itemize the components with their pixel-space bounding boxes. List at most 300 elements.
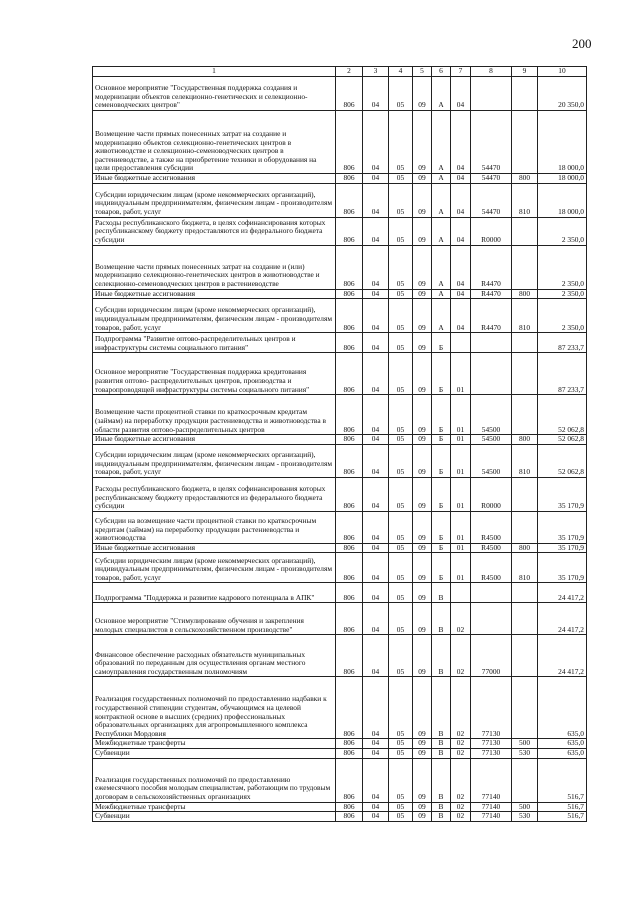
subsection-cell: 05 [389, 748, 413, 758]
section-cell: 04 [363, 217, 389, 245]
table-row [93, 299, 587, 333]
subsection-cell: 05 [389, 635, 413, 677]
subprogram-cell: В [432, 739, 451, 749]
amount-cell: 2 350,0 [538, 217, 587, 245]
section-cell: 04 [363, 245, 389, 289]
direction-cell [471, 583, 512, 603]
section-cell: 04 [363, 553, 389, 583]
program-cell: 09 [413, 583, 432, 603]
item-name-cell: Возмещение части прямых понесенных затрат на создание и модернизацию объектов селекционно-генетических центров в животноводстве и селекционно-семеноводческих центров в растениеводстве, а также на приобретение техники и оборудования на цели предоставления субсидии [93, 111, 336, 174]
expense-type-cell: 800 [512, 289, 538, 299]
item-name-cell: Основное мероприятие "Государственная поддержка кредитования развития оптово- распределительных центров, производства и товаропроводящей инфраструктуры системы социального питания" [93, 353, 336, 395]
amount-cell: 18 000,0 [538, 174, 587, 184]
subprogram-cell: А [432, 111, 451, 174]
amount-cell: 35 170,9 [538, 477, 587, 511]
program-cell: 09 [413, 748, 432, 758]
amount-cell: 635,0 [538, 739, 587, 749]
subprogram-cell: Б [432, 444, 451, 477]
admin-code-cell: 806 [336, 758, 363, 802]
subprogram-cell: А [432, 77, 451, 111]
program-cell: 09 [413, 802, 432, 812]
direction-cell: 77000 [471, 635, 512, 677]
measure-cell: 01 [451, 511, 471, 543]
subprogram-cell: А [432, 183, 451, 217]
amount-cell: 35 170,9 [538, 511, 587, 543]
program-cell: 09 [413, 333, 432, 353]
expense-type-cell [512, 511, 538, 543]
measure-cell: 04 [451, 245, 471, 289]
measure-cell: 04 [451, 174, 471, 184]
subprogram-cell: В [432, 583, 451, 603]
table-row [93, 217, 587, 245]
amount-cell: 516,7 [538, 812, 587, 822]
header-cell-2: 2 [336, 67, 363, 77]
program-cell: 09 [413, 111, 432, 174]
section-cell: 04 [363, 435, 389, 445]
subprogram-cell: А [432, 174, 451, 184]
program-cell: 09 [413, 603, 432, 635]
subsection-cell: 05 [389, 183, 413, 217]
program-cell: 09 [413, 812, 432, 822]
subprogram-cell: В [432, 677, 451, 739]
direction-cell: R0000 [471, 477, 512, 511]
amount-cell: 52 062,8 [538, 395, 587, 435]
program-cell: 09 [413, 435, 432, 445]
subprogram-cell: В [432, 748, 451, 758]
measure-cell: 02 [451, 812, 471, 822]
page-number: 200 [572, 36, 592, 51]
measure-cell: 02 [451, 677, 471, 739]
section-cell: 04 [363, 477, 389, 511]
expense-type-cell: 800 [512, 174, 538, 184]
expense-type-cell: 500 [512, 739, 538, 749]
item-name-cell: Подпрограмма "Поддержка и развитие кадрового потенциала в АПК" [93, 583, 336, 603]
subprogram-cell: Б [432, 553, 451, 583]
amount-cell: 2 350,0 [538, 299, 587, 333]
subsection-cell: 05 [389, 299, 413, 333]
section-cell: 04 [363, 183, 389, 217]
subprogram-cell: Б [432, 395, 451, 435]
program-cell: 09 [413, 217, 432, 245]
expense-type-cell: 530 [512, 812, 538, 822]
subsection-cell: 05 [389, 583, 413, 603]
section-cell: 04 [363, 511, 389, 543]
item-name-cell: Расходы республиканского бюджета, в целях софинансирования которых республиканскому бюджету предоставляются из федерального бюджета субсидии [93, 477, 336, 511]
table-row [93, 183, 587, 217]
item-name-cell: Реализация государственных полномочий по предоставлению надбавки к государственной стипендии студентам, обучающимся на целевой контрактной основе в высших (средних) профессиональных образовательных организациях для агропромышленного комплекса Республики Мордовия [93, 677, 336, 739]
item-name-cell: Субсидии юридическим лицам (кроме некоммерческих организаций), индивидуальным предпринимателям, физическим лицам - производителям товаров, работ, услуг [93, 299, 336, 333]
item-name-cell: Межбюджетные трансферты [93, 739, 336, 749]
direction-cell: 54470 [471, 183, 512, 217]
admin-code-cell: 806 [336, 77, 363, 111]
section-cell: 04 [363, 758, 389, 802]
admin-code-cell: 806 [336, 353, 363, 395]
direction-cell: R4500 [471, 543, 512, 553]
table-row [93, 245, 587, 289]
item-name-cell: Субвенции [93, 812, 336, 822]
admin-code-cell: 806 [336, 553, 363, 583]
amount-cell: 87 233,7 [538, 353, 587, 395]
item-name-cell: Иные бюджетные ассигнования [93, 289, 336, 299]
subprogram-cell: Б [432, 477, 451, 511]
table-row [93, 435, 587, 445]
measure-cell: 01 [451, 435, 471, 445]
measure-cell: 02 [451, 802, 471, 812]
subprogram-cell: А [432, 217, 451, 245]
subsection-cell: 05 [389, 333, 413, 353]
program-cell: 09 [413, 511, 432, 543]
amount-cell: 635,0 [538, 748, 587, 758]
subsection-cell: 05 [389, 111, 413, 174]
subsection-cell: 05 [389, 245, 413, 289]
direction-cell: 77140 [471, 758, 512, 802]
admin-code-cell: 806 [336, 333, 363, 353]
item-name-cell: Субсидии юридическим лицам (кроме некоммерческих организаций), индивидуальным предпринимателям, физическим лицам - производителям товаров, работ, услуг [93, 553, 336, 583]
amount-cell: 35 170,9 [538, 543, 587, 553]
subsection-cell: 05 [389, 435, 413, 445]
measure-cell: 04 [451, 299, 471, 333]
section-cell: 04 [363, 77, 389, 111]
table-row [93, 553, 587, 583]
program-cell: 09 [413, 444, 432, 477]
amount-cell: 24 417,2 [538, 583, 587, 603]
measure-cell: 01 [451, 353, 471, 395]
subsection-cell: 05 [389, 174, 413, 184]
admin-code-cell: 806 [336, 812, 363, 822]
amount-cell: 18 000,0 [538, 183, 587, 217]
subprogram-cell: Б [432, 333, 451, 353]
subsection-cell: 05 [389, 289, 413, 299]
program-cell: 09 [413, 477, 432, 511]
admin-code-cell: 806 [336, 802, 363, 812]
amount-cell: 2 350,0 [538, 289, 587, 299]
program-cell: 09 [413, 543, 432, 553]
item-name-cell: Иные бюджетные ассигнования [93, 174, 336, 184]
measure-cell: 01 [451, 444, 471, 477]
admin-code-cell: 806 [336, 111, 363, 174]
section-cell: 04 [363, 677, 389, 739]
subsection-cell: 05 [389, 395, 413, 435]
subprogram-cell: В [432, 812, 451, 822]
direction-cell: 54470 [471, 174, 512, 184]
admin-code-cell: 806 [336, 603, 363, 635]
expense-type-cell [512, 353, 538, 395]
amount-cell: 35 170,9 [538, 553, 587, 583]
direction-cell [471, 353, 512, 395]
subprogram-cell: В [432, 758, 451, 802]
subprogram-cell: А [432, 289, 451, 299]
admin-code-cell: 806 [336, 395, 363, 435]
expense-type-cell: 500 [512, 802, 538, 812]
subsection-cell: 05 [389, 739, 413, 749]
program-cell: 09 [413, 635, 432, 677]
subsection-cell: 05 [389, 758, 413, 802]
program-cell: 09 [413, 353, 432, 395]
table-body [93, 77, 587, 822]
expense-type-cell [512, 677, 538, 739]
direction-cell: R4500 [471, 511, 512, 543]
direction-cell: 77130 [471, 739, 512, 749]
table-row [93, 77, 587, 111]
amount-cell: 516,7 [538, 802, 587, 812]
item-name-cell: Межбюджетные трансферты [93, 802, 336, 812]
item-name-cell: Иные бюджетные ассигнования [93, 543, 336, 553]
table-row [93, 758, 587, 802]
measure-cell: 02 [451, 748, 471, 758]
subsection-cell: 05 [389, 603, 413, 635]
table-row [93, 395, 587, 435]
subsection-cell: 05 [389, 543, 413, 553]
section-cell: 04 [363, 111, 389, 174]
table-row [93, 289, 587, 299]
measure-cell: 02 [451, 758, 471, 802]
measure-cell: 01 [451, 543, 471, 553]
amount-cell: 2 350,0 [538, 245, 587, 289]
admin-code-cell: 806 [336, 183, 363, 217]
section-cell: 04 [363, 395, 389, 435]
program-cell: 09 [413, 245, 432, 289]
measure-cell: 04 [451, 289, 471, 299]
program-cell: 09 [413, 299, 432, 333]
subprogram-cell: В [432, 802, 451, 812]
measure-cell [451, 333, 471, 353]
header-cell-8: 8 [471, 67, 512, 77]
item-name-cell: Подпрограмма "Развитие оптово-распределительных центров и инфраструктуры системы социального питания" [93, 333, 336, 353]
subsection-cell: 05 [389, 353, 413, 395]
header-cell-10: 10 [538, 67, 587, 77]
section-cell: 04 [363, 174, 389, 184]
direction-cell: 77130 [471, 748, 512, 758]
expense-type-cell: 800 [512, 435, 538, 445]
admin-code-cell: 806 [336, 543, 363, 553]
item-name-cell: Финансовое обеспечение расходных обязательств муниципальных образований по переданным для осуществления органам местного самоуправления государственным полномочиям [93, 635, 336, 677]
subprogram-cell: Б [432, 353, 451, 395]
section-cell: 04 [363, 289, 389, 299]
table-row [93, 511, 587, 543]
measure-cell: 02 [451, 603, 471, 635]
expense-type-cell [512, 395, 538, 435]
expense-type-cell [512, 477, 538, 511]
direction-cell [471, 603, 512, 635]
direction-cell [471, 77, 512, 111]
program-cell: 09 [413, 395, 432, 435]
subsection-cell: 05 [389, 477, 413, 511]
admin-code-cell: 806 [336, 444, 363, 477]
section-cell: 04 [363, 748, 389, 758]
subprogram-cell: Б [432, 435, 451, 445]
subsection-cell: 05 [389, 812, 413, 822]
header-cell-5: 5 [413, 67, 432, 77]
measure-cell: 01 [451, 395, 471, 435]
direction-cell: 54470 [471, 111, 512, 174]
expense-type-cell [512, 583, 538, 603]
section-cell: 04 [363, 543, 389, 553]
admin-code-cell: 806 [336, 289, 363, 299]
subprogram-cell: В [432, 603, 451, 635]
expense-type-cell [512, 245, 538, 289]
item-name-cell: Возмещение части прямых понесенных затрат на создание и (или) модернизацию селекционно-генетических центров в животноводстве и селекционно-семеноводческих центров в растениеводстве [93, 245, 336, 289]
expense-type-cell [512, 635, 538, 677]
subsection-cell: 05 [389, 553, 413, 583]
subprogram-cell: Б [432, 511, 451, 543]
expense-type-cell: 810 [512, 444, 538, 477]
measure-cell: 01 [451, 477, 471, 511]
direction-cell: 54500 [471, 435, 512, 445]
direction-cell: 54500 [471, 395, 512, 435]
admin-code-cell: 806 [336, 748, 363, 758]
expense-type-cell [512, 111, 538, 174]
table-row [93, 677, 587, 739]
subprogram-cell: А [432, 299, 451, 333]
expense-type-cell [512, 217, 538, 245]
subprogram-cell: А [432, 245, 451, 289]
table-row [93, 635, 587, 677]
program-cell: 09 [413, 289, 432, 299]
item-name-cell: Иные бюджетные ассигнования [93, 435, 336, 445]
amount-cell: 20 350,0 [538, 77, 587, 111]
admin-code-cell: 806 [336, 174, 363, 184]
subprogram-cell: В [432, 635, 451, 677]
admin-code-cell: 806 [336, 245, 363, 289]
amount-cell: 516,7 [538, 758, 587, 802]
header-cell-6: 6 [432, 67, 451, 77]
measure-cell [451, 583, 471, 603]
direction-cell: R0000 [471, 217, 512, 245]
table-row [93, 543, 587, 553]
item-name-cell: Возмещение части процентной ставки по краткосрочным кредитам (займам) на переработку продукции растениеводства и животноводства в области развития оптово-распределительных центров [93, 395, 336, 435]
measure-cell: 04 [451, 217, 471, 245]
section-cell: 04 [363, 583, 389, 603]
subsection-cell: 05 [389, 677, 413, 739]
item-name-cell: Расходы республиканского бюджета, в целях софинансирования которых республиканскому бюджету предоставляются из федерального бюджета субсидии [93, 217, 336, 245]
measure-cell: 02 [451, 635, 471, 677]
item-name-cell: Основное мероприятие "Государственная поддержка создания и модернизации объектов селекционно-генетических и селекционно-семеноводческих центров" [93, 77, 336, 111]
expense-type-cell [512, 758, 538, 802]
program-cell: 09 [413, 183, 432, 217]
amount-cell: 87 233,7 [538, 333, 587, 353]
direction-cell [471, 333, 512, 353]
expense-type-cell: 810 [512, 183, 538, 217]
program-cell: 09 [413, 553, 432, 583]
table-row [93, 353, 587, 395]
section-cell: 04 [363, 299, 389, 333]
expense-type-cell [512, 603, 538, 635]
program-cell: 09 [413, 77, 432, 111]
subprogram-cell: Б [432, 543, 451, 553]
header-cell-4: 4 [389, 67, 413, 77]
measure-cell: 01 [451, 553, 471, 583]
section-cell: 04 [363, 635, 389, 677]
header-cell-1: 1 [93, 67, 336, 77]
header-cell-3: 3 [363, 67, 389, 77]
table-row [93, 444, 587, 477]
section-cell: 04 [363, 333, 389, 353]
subsection-cell: 05 [389, 444, 413, 477]
table-header [93, 67, 587, 77]
budget-table [92, 66, 587, 822]
direction-cell: 77130 [471, 677, 512, 739]
table-row [93, 748, 587, 758]
measure-cell: 04 [451, 77, 471, 111]
amount-cell: 52 062,8 [538, 444, 587, 477]
admin-code-cell: 806 [336, 435, 363, 445]
admin-code-cell: 806 [336, 677, 363, 739]
section-cell: 04 [363, 444, 389, 477]
item-name-cell: Субвенции [93, 748, 336, 758]
item-name-cell: Субсидии юридическим лицам (кроме некоммерческих организаций), индивидуальным предпринимателям, физическим лицам - производителям товаров, работ, услуг [93, 444, 336, 477]
amount-cell: 635,0 [538, 677, 587, 739]
expense-type-cell: 800 [512, 543, 538, 553]
admin-code-cell: 806 [336, 217, 363, 245]
table-row [93, 477, 587, 511]
amount-cell: 18 000,0 [538, 111, 587, 174]
amount-cell: 52 062,8 [538, 435, 587, 445]
table-row [93, 174, 587, 184]
direction-cell: 77140 [471, 802, 512, 812]
header-cell-9: 9 [512, 67, 538, 77]
section-cell: 04 [363, 812, 389, 822]
item-name-cell: Субсидии юридическим лицам (кроме некоммерческих организаций), индивидуальным предпринимателям, физическим лицам - производителям товаров, работ, услуг [93, 183, 336, 217]
section-cell: 04 [363, 603, 389, 635]
item-name-cell: Реализация государственных полномочий по предоставлению ежемесячного пособия молодым специалистам, работающим по трудовым договорам в сельскохозяйственных организациях [93, 758, 336, 802]
expense-type-cell [512, 77, 538, 111]
table-row [93, 333, 587, 353]
admin-code-cell: 806 [336, 635, 363, 677]
program-cell: 09 [413, 739, 432, 749]
program-cell: 09 [413, 677, 432, 739]
admin-code-cell: 806 [336, 583, 363, 603]
section-cell: 04 [363, 353, 389, 395]
table-row [93, 739, 587, 749]
direction-cell: 77140 [471, 812, 512, 822]
program-cell: 09 [413, 174, 432, 184]
measure-cell: 04 [451, 111, 471, 174]
table-row [93, 802, 587, 812]
header-row [93, 67, 587, 77]
admin-code-cell: 806 [336, 739, 363, 749]
admin-code-cell: 806 [336, 511, 363, 543]
subsection-cell: 05 [389, 217, 413, 245]
table-row [93, 111, 587, 174]
direction-cell: R4470 [471, 299, 512, 333]
amount-cell: 24 417,2 [538, 603, 587, 635]
section-cell: 04 [363, 739, 389, 749]
direction-cell: R4470 [471, 245, 512, 289]
subsection-cell: 05 [389, 802, 413, 812]
direction-cell: R4500 [471, 553, 512, 583]
expense-type-cell [512, 333, 538, 353]
measure-cell: 04 [451, 183, 471, 217]
table-row [93, 812, 587, 822]
direction-cell: R4470 [471, 289, 512, 299]
table-row [93, 583, 587, 603]
item-name-cell: Основное мероприятие "Стимулирование обучения и закрепления молодых специалистов в сельскохозяйственном производстве" [93, 603, 336, 635]
subsection-cell: 05 [389, 511, 413, 543]
expense-type-cell: 530 [512, 748, 538, 758]
section-cell: 04 [363, 802, 389, 812]
expense-type-cell: 810 [512, 553, 538, 583]
direction-cell: 54500 [471, 444, 512, 477]
table-row [93, 603, 587, 635]
measure-cell: 02 [451, 739, 471, 749]
item-name-cell: Субсидии на возмещение части процентной ставки по краткосрочным кредитам (займам) на переработку продукции растениеводства и животноводства [93, 511, 336, 543]
header-cell-7: 7 [451, 67, 471, 77]
subsection-cell: 05 [389, 77, 413, 111]
expense-type-cell: 810 [512, 299, 538, 333]
amount-cell: 24 417,2 [538, 635, 587, 677]
admin-code-cell: 806 [336, 477, 363, 511]
admin-code-cell: 806 [336, 299, 363, 333]
